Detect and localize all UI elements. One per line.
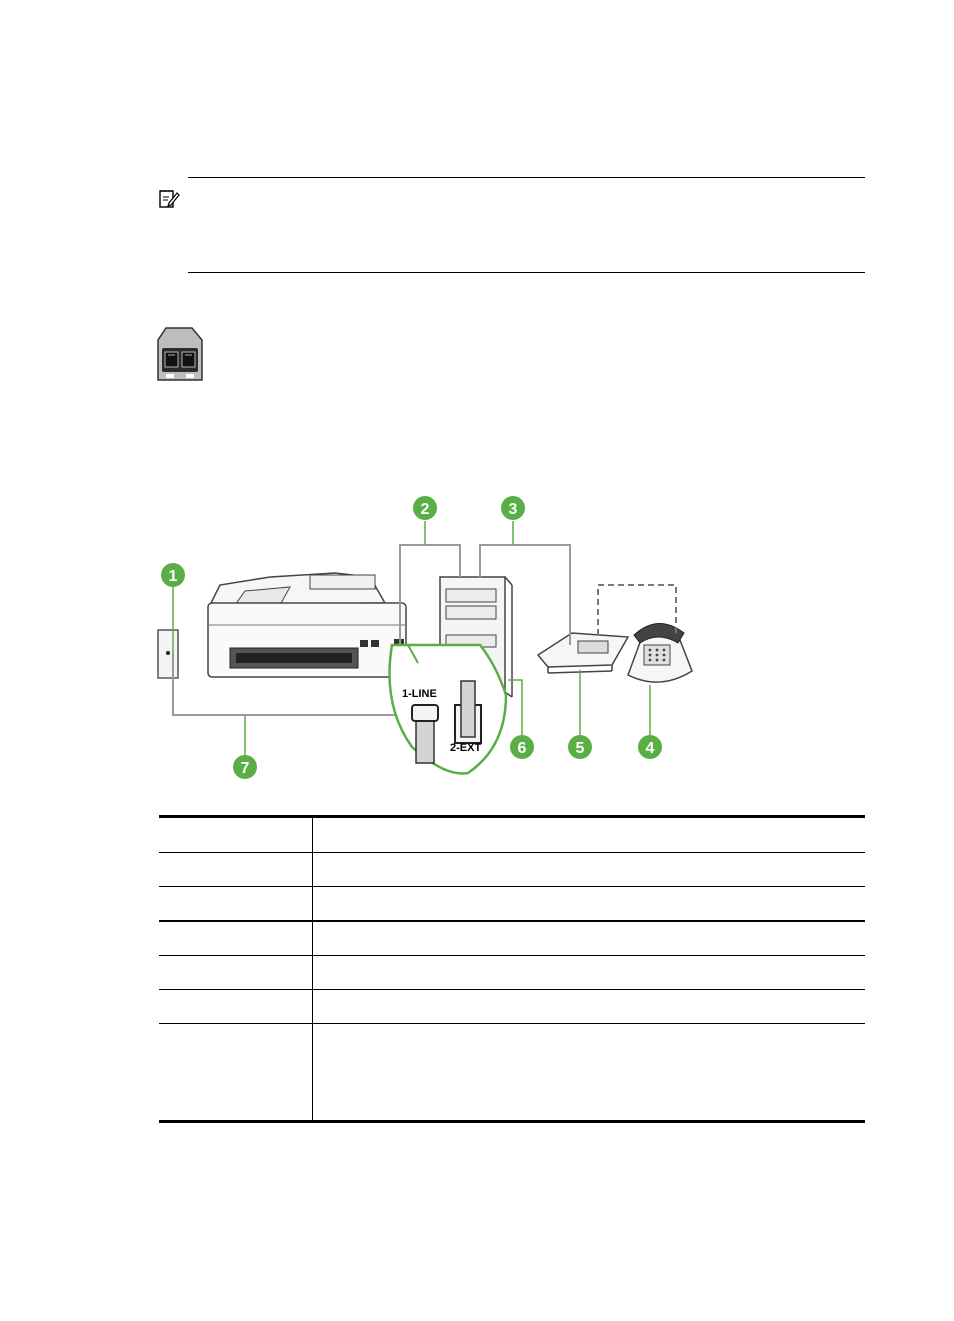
table-cell-number bbox=[159, 853, 313, 886]
table-cell-number bbox=[159, 922, 313, 955]
table-row bbox=[159, 922, 865, 956]
callout-3-label: 3 bbox=[508, 501, 518, 518]
callout-7-label: 7 bbox=[240, 760, 250, 777]
legend-table bbox=[159, 815, 865, 1123]
table-cell-description bbox=[313, 1024, 865, 1120]
callout-6-label: 6 bbox=[517, 740, 527, 757]
callout-2-label: 2 bbox=[420, 501, 430, 518]
table-row bbox=[159, 990, 865, 1024]
table-cell-description bbox=[313, 922, 865, 955]
table-cell-description bbox=[313, 990, 865, 1023]
table-cell-description bbox=[313, 853, 865, 886]
table-cell-number bbox=[159, 887, 313, 920]
note-pencil-icon bbox=[158, 188, 180, 210]
note-bottom-rule bbox=[188, 272, 865, 273]
callout-4-label: 4 bbox=[645, 740, 655, 757]
callout-4 bbox=[638, 735, 662, 759]
port-label-ext: 2-EXT bbox=[450, 742, 482, 754]
table-row bbox=[159, 853, 865, 887]
table-cell-number bbox=[159, 1024, 313, 1120]
callout-7 bbox=[233, 755, 257, 779]
answering-machine bbox=[538, 633, 628, 673]
callout-3 bbox=[501, 496, 525, 520]
port-label-line: 1-LINE bbox=[402, 688, 437, 700]
callout-2 bbox=[413, 496, 437, 520]
table-cell-number bbox=[159, 956, 313, 989]
table-cell-description bbox=[313, 818, 865, 852]
table-row bbox=[159, 956, 865, 990]
table-row bbox=[159, 1024, 865, 1123]
printer bbox=[208, 573, 406, 677]
telephone bbox=[628, 623, 692, 682]
wall-jack bbox=[158, 630, 178, 678]
table-cell-description bbox=[313, 887, 865, 920]
table-cell-description bbox=[313, 956, 865, 989]
table-cell-number bbox=[159, 990, 313, 1023]
parallel-splitter-icon bbox=[154, 326, 206, 382]
port-magnifier bbox=[390, 645, 507, 773]
callout-1 bbox=[161, 563, 185, 587]
connection-diagram bbox=[150, 485, 710, 785]
table-row bbox=[159, 887, 865, 922]
callout-5-label: 5 bbox=[575, 740, 585, 757]
callout-5 bbox=[568, 735, 592, 759]
callout-1-label: 1 bbox=[168, 568, 178, 585]
callout-6 bbox=[510, 735, 534, 759]
table-row bbox=[159, 815, 865, 853]
note-top-rule bbox=[188, 177, 865, 178]
table-cell-number bbox=[159, 818, 313, 852]
